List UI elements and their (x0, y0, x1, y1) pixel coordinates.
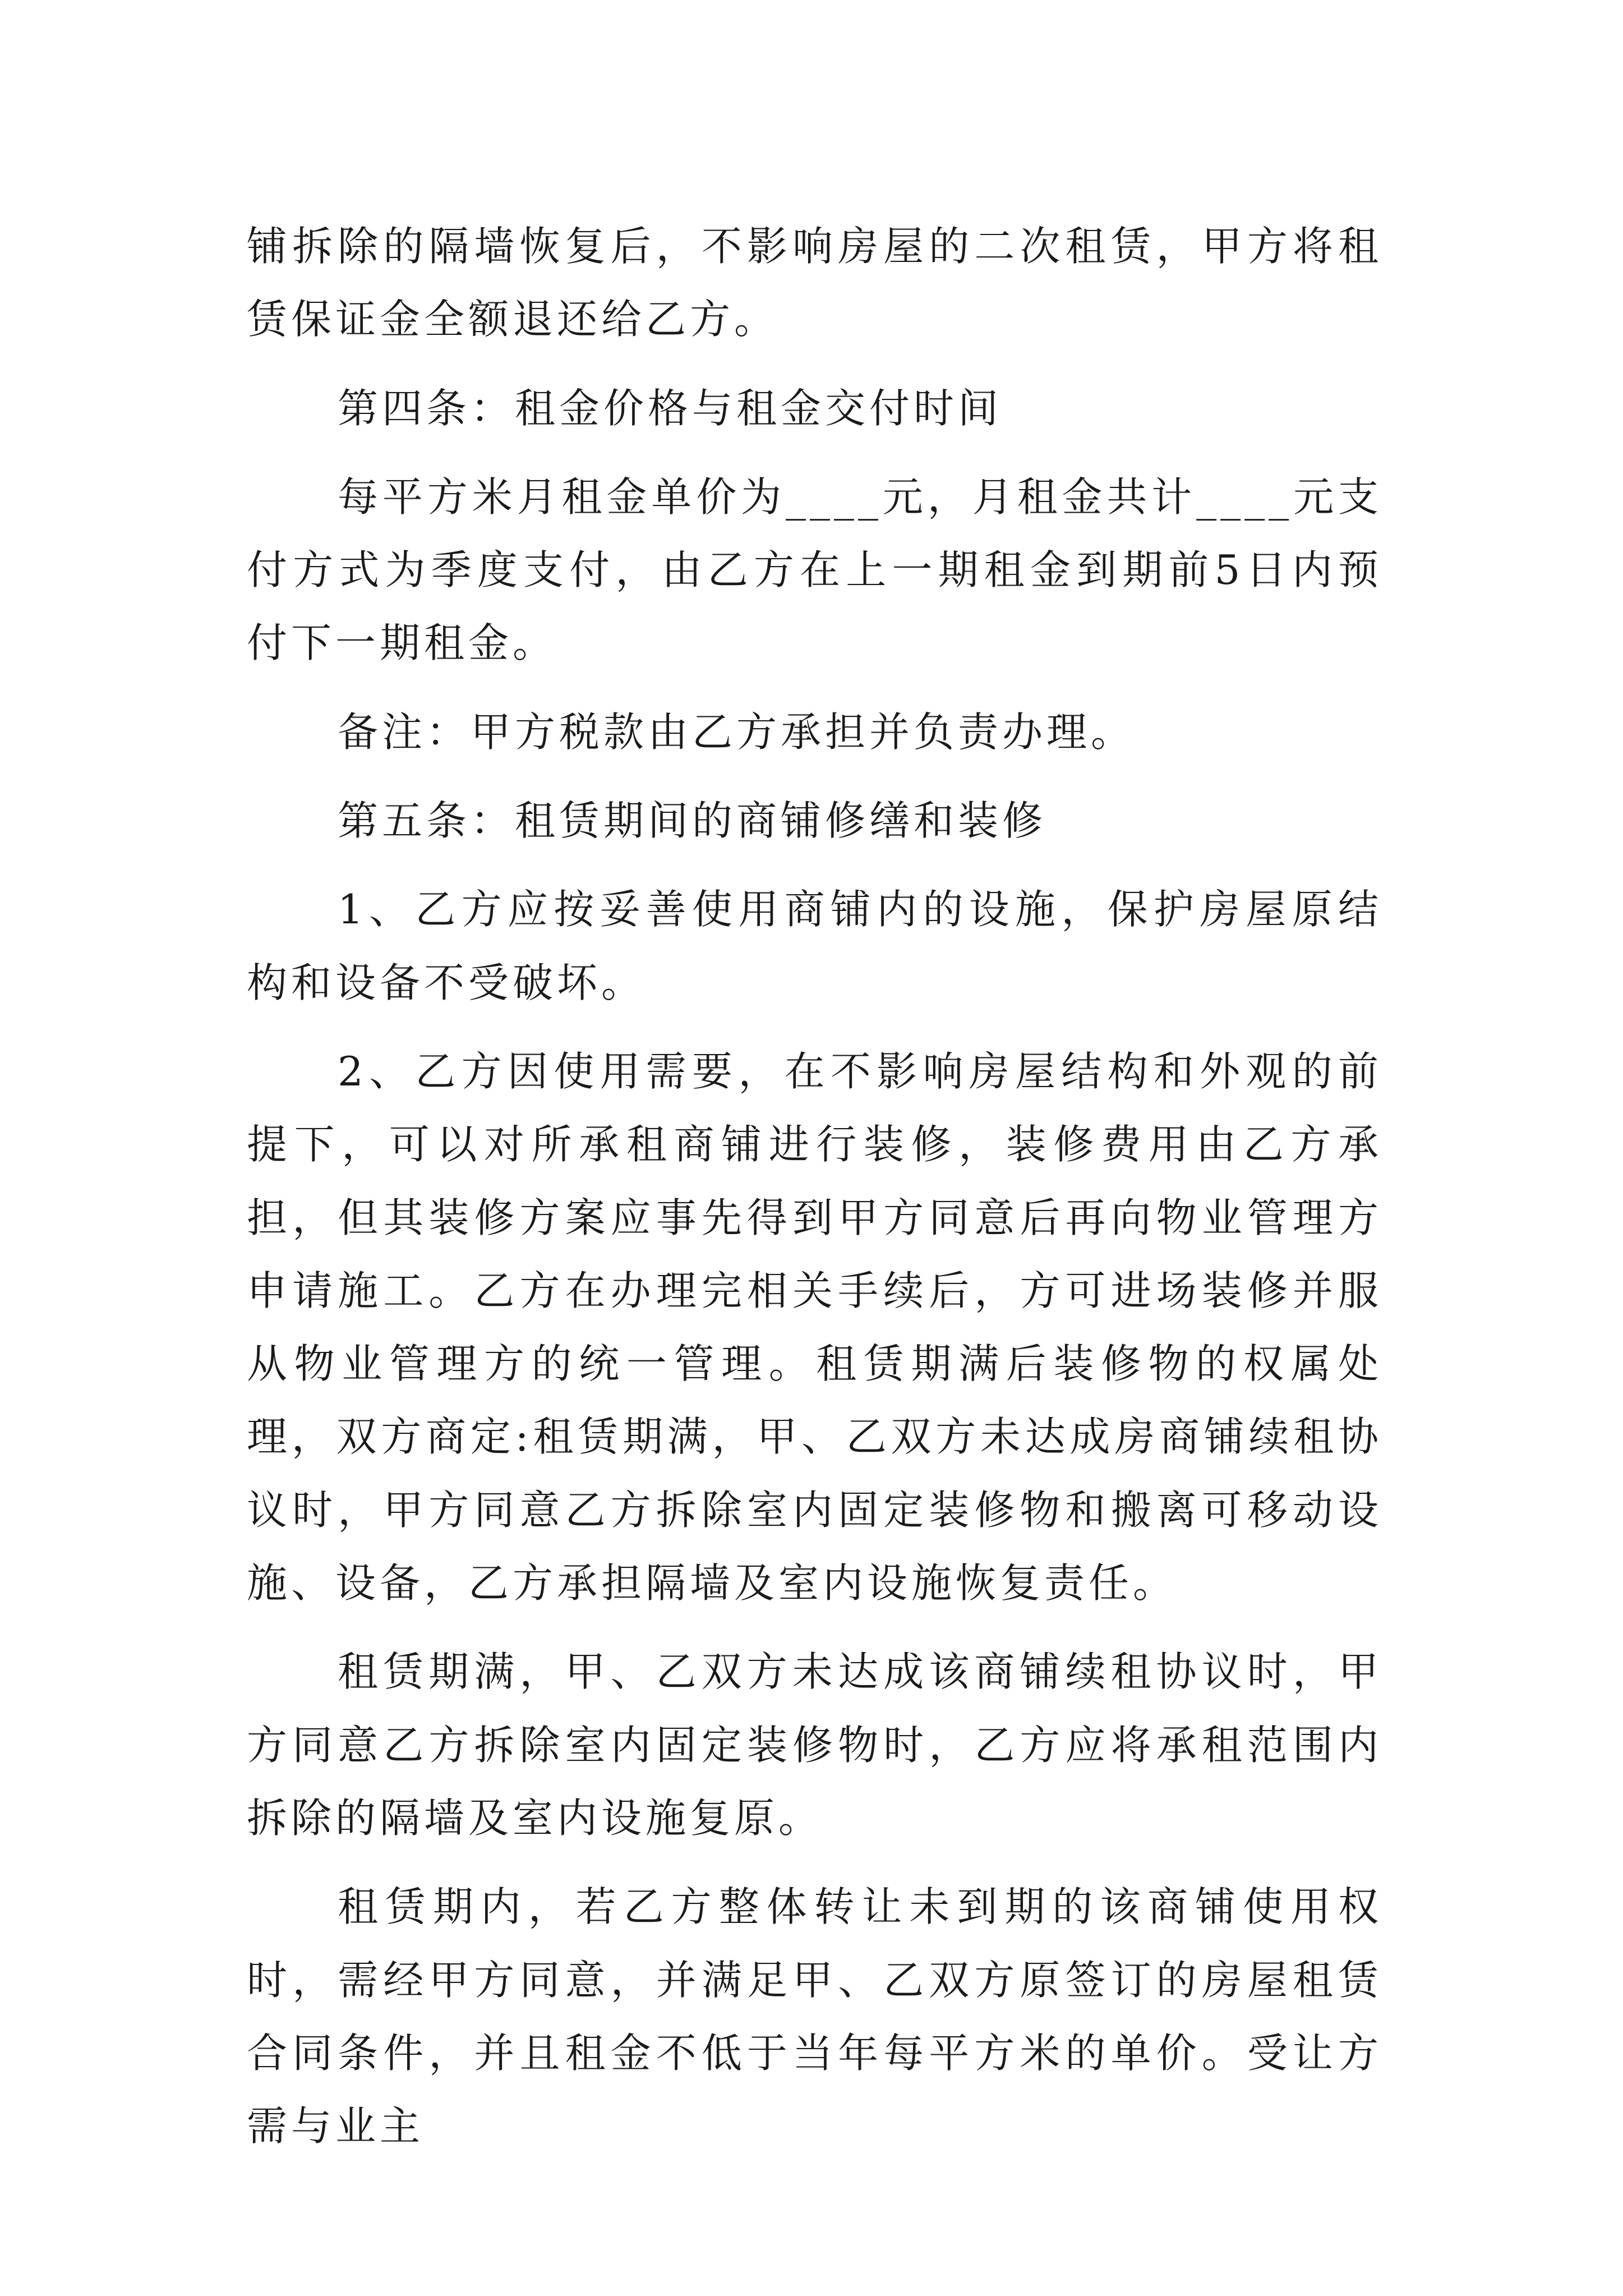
article-4-heading: 第四条：租金价格与租金交付时间 (338, 384, 1003, 432)
rent-price-paragraph: 每平方米月租金单价为____元，月租金共计____元支付方式为季度支付，由乙方在上一期租金到期前5日内预付下一期租金。 (247, 473, 1382, 667)
transfer-paragraph: 租赁期内，若乙方整体转让未到期的该商铺使用权时，需经甲方同意，并满足甲、乙双方原签订的房屋租赁合同条件，并且租金不低于当年每平方米的单价。受让方需与业主 (247, 1883, 1382, 2150)
article-5-heading: 第五条：租赁期间的商铺修缮和装修 (338, 797, 1047, 845)
lease-expiry-paragraph: 租赁期满，甲、乙双方未达成该商铺续租协议时，甲方同意乙方拆除室内固定装修物时，乙方应将承租范围内拆除的隔墙及室内设施复原。 (247, 1648, 1382, 1842)
document-body (247, 210, 1382, 2162)
clause-1-paragraph: 1、乙方应按妥善使用商铺内的设施，保护房屋原结构和设备不受破坏。 (247, 886, 1382, 1006)
paragraph-continuation: 铺拆除的隔墙恢复后，不影响房屋的二次租赁，甲方将租赁保证金全额退还给乙方。 (247, 223, 1382, 343)
tax-note-paragraph: 备注：甲方税款由乙方承担并负责办理。 (338, 708, 1136, 756)
clause-2-paragraph: 2、乙方因使用需要，在不影响房屋结构和外观的前提下，可以对所承租商铺进行装修，装修费用由乙方承担，但其装修方案应事先得到甲方同意后再向物业管理方申请施工。乙方在办理完相关手续后，方可进场装修并服从物业管理方的统一管理。租赁期满后装修物的权属处理，双方商定:租赁期满，甲、乙双方未达成房商铺续租协议时，甲方同意乙方拆除室内固定装修物和搬离可移动设施、设备，乙方承担隔墙及室内设施恢复责任。 (247, 1047, 1382, 1607)
